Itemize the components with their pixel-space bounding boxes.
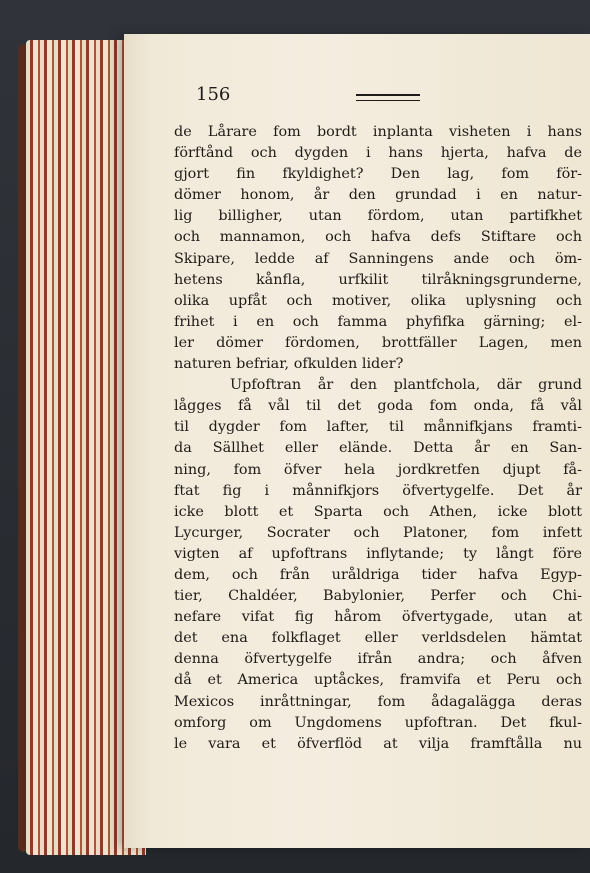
text-line: Lycurger, Socrater och Platoner, fom infett [174, 524, 582, 541]
text-line: de Lårare fom bordt inplanta visheten i hans [174, 124, 582, 140]
text-line: tier, Chaldéer, Babylonier, Perfer och Chi- [174, 588, 582, 605]
book-page [124, 34, 590, 848]
text-line: dem, och från uråldriga tider hafva Egyp- [174, 566, 582, 583]
text-line: til dygder fom lafter, til månnifkjans framti- [174, 419, 582, 436]
text-line: nefare vifat fig hårom öfvertygade, utan at [174, 609, 582, 626]
text-line: denna öfvertygelfe ifrån andra; och åfven [174, 651, 582, 668]
text-line: dömer honom, år den grundad i en natur- [174, 187, 582, 204]
text-line: lig billigher, utan fördom, utan partifkhet [174, 208, 582, 225]
text-line: da Sällhet eller elände. Detta år en San- [174, 440, 582, 457]
page-number: 156 [196, 84, 231, 105]
header-rule [356, 94, 420, 101]
text-line: då et America uptåckes, framvifa et Peru och [174, 672, 582, 689]
text-line: hetens kånfla, urfkilit tilråkningsgrunderne, [174, 271, 582, 288]
text-line: vigten af upfoftrans inflytande; ty långt före [174, 545, 582, 562]
body-text [174, 122, 582, 755]
text-line: le vara et öfverflöd at vilja framftålla nu [174, 735, 582, 752]
text-line: förftånd och dygden i hans hjerta, hafva de [174, 145, 582, 162]
text-line: olika upfåt och motiver, olika uplysning och [174, 292, 582, 309]
text-line: Upfoftran år den plantfchola, där grund [230, 377, 582, 394]
text-line: och mannamon, och hafva defs Stiftare och [174, 229, 582, 246]
text-line: lågges få vål til det goda fom onda, få vål [174, 398, 582, 415]
text-line: frihet i en och famma phyfifka gärning; el- [174, 313, 582, 330]
text-line: ftat fig i månnifkjors öfvertygelfe. Det år [174, 482, 582, 499]
text-line: omforg om Ungdomens upfoftran. Det fkul- [174, 714, 582, 731]
text-line: ler dömer fördomen, brottfäller Lagen, men [174, 334, 582, 351]
text-line: Skipare, ledde af Sanningens ande och öm- [174, 250, 582, 267]
text-line: det ena folkflaget eller verldsdelen hämtat [174, 630, 582, 647]
text-line: ning, fom öfver hela jordkretfen djupt få- [174, 461, 582, 478]
text-line: gjort fin fkyldighet? Den lag, fom för- [174, 166, 582, 183]
text-line: naturen befriar, ofkulden lider? [174, 356, 404, 373]
text-line: icke blott et Sparta och Athen, icke blott [174, 503, 582, 520]
text-line: Mexicos inråttningar, fom ådagalägga deras [174, 693, 582, 710]
